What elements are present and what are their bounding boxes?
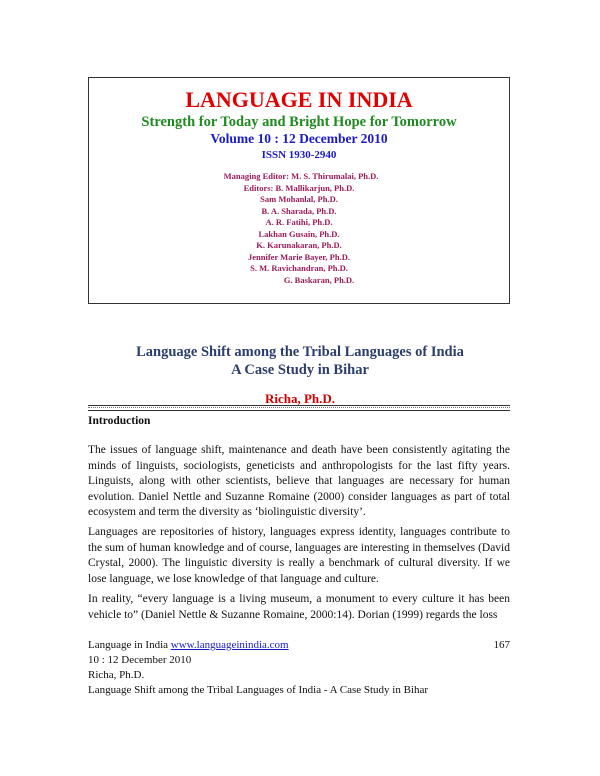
editor-name: Sam Mohanlal, Ph.D. bbox=[260, 194, 338, 204]
body-paragraph: In reality, “every language is a living museum, a monument to every culture it has been vehicle to” (Daniel Nettle & Suzanne Romaine, 2000:14). Dorian (1999) regards the loss bbox=[88, 593, 510, 621]
editor-name: Jennifer Marie Bayer, Ph.D. bbox=[248, 251, 350, 262]
journal-masthead bbox=[88, 77, 510, 304]
body-paragraph: Languages are repositories of history, languages express identity, languages contribute to the sum of human knowledge and of course, languages are interesting in themselves (David Crystal, 2000). The linguistic diversity is really a benchmark of cultural diversity. If we lose language, we lose knowledge of that language and culture. bbox=[88, 526, 510, 585]
footer-article-title: Language Shift among the Tribal Languages of India - A Case Study in Bihar bbox=[88, 684, 429, 696]
article-title bbox=[0, 343, 600, 379]
editor-name: K. Karunakaran, Ph.D. bbox=[256, 240, 342, 250]
separator-rule bbox=[88, 405, 510, 411]
journal-website-link[interactable]: www.languageinindia.com bbox=[170, 639, 289, 651]
footer-author: Richa, Ph.D. bbox=[88, 669, 145, 681]
editor-name: B. A. Sharada, Ph.D. bbox=[261, 205, 337, 216]
editor-name: Lakhan Gusain, Ph.D. bbox=[258, 228, 340, 239]
body-paragraph: The issues of language shift, maintenance and death have been consistently agitating the minds of linguists, sociologists, geneticists and anthropologists for the last fifty years. Linguists, along with other scientists, believe that languages are necessary for human evolution. Daniel Nettle and Suzanne Romaine (2000) consider languages as part of total ecosystem and term the diversity as ‘biolinguistic diversity’. bbox=[88, 444, 510, 518]
editor-name: Editors: B. Mallikarjun, Ph.D. bbox=[243, 182, 355, 193]
section-heading: Introduction bbox=[88, 415, 151, 427]
editor-name: G. Baskaran, Ph.D. bbox=[283, 274, 355, 285]
journal-tagline: Strength for Today and Bright Hope for Tomorrow bbox=[141, 114, 457, 130]
editor-list bbox=[89, 171, 509, 286]
editor-name: S. M. Ravichandran, Ph.D. bbox=[250, 263, 348, 273]
footer-issue: 10 : 12 December 2010 bbox=[88, 654, 192, 666]
editor-name: A. R. Fatihi, Ph.D. bbox=[265, 217, 333, 227]
page-number: 167 bbox=[493, 639, 510, 651]
article-subtitle-line: A Case Study in Bihar bbox=[231, 362, 369, 378]
article-author: Richa, Ph.D. bbox=[264, 391, 336, 406]
journal-title: LANGUAGE IN INDIA bbox=[185, 87, 413, 112]
footer-journal-name: Language in India bbox=[88, 639, 171, 651]
journal-volume: Volume 10 : 12 December 2010 bbox=[210, 131, 388, 146]
journal-issn: ISSN 1930-2940 bbox=[261, 149, 337, 161]
page-footer bbox=[88, 638, 510, 698]
managing-editor: Managing Editor: M. S. Thirumalai, Ph.D. bbox=[223, 171, 379, 181]
footer-journal-line bbox=[88, 638, 510, 653]
article-title-line: Language Shift among the Tribal Languages of India bbox=[136, 344, 464, 360]
